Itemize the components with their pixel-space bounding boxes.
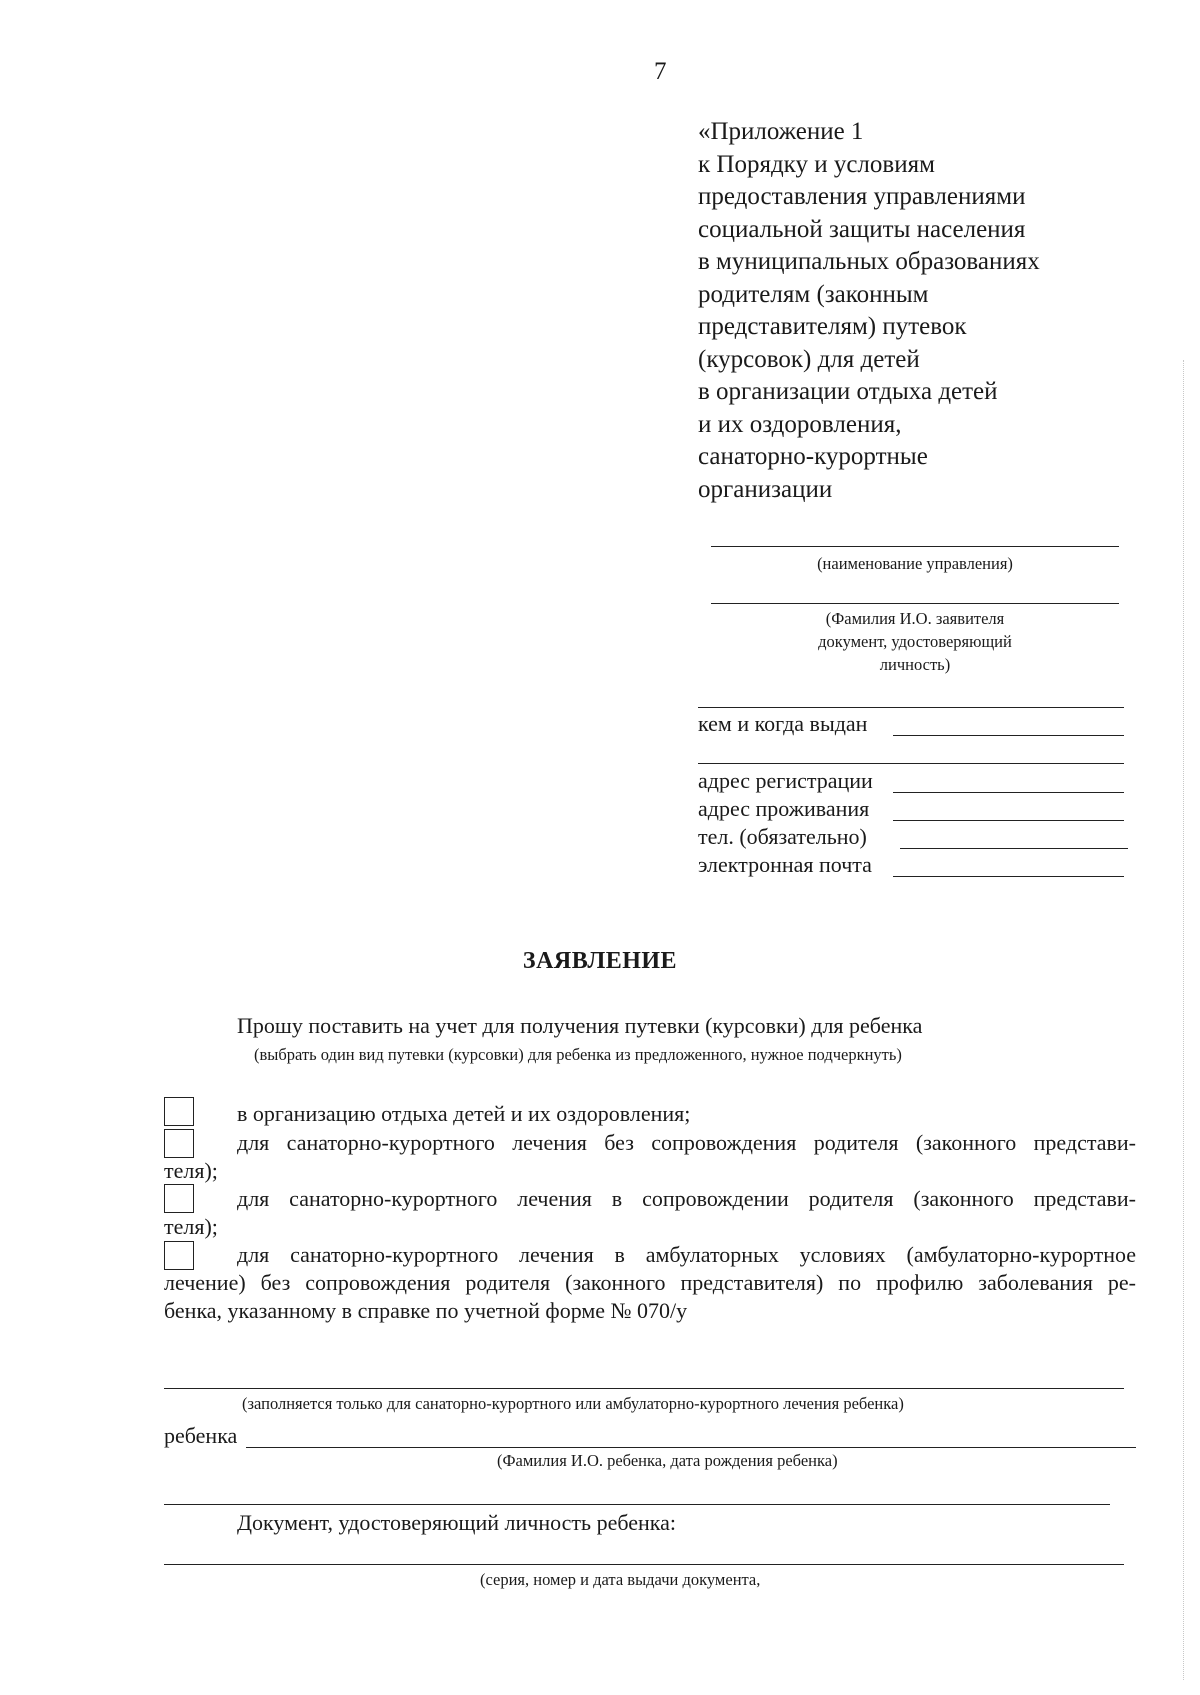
- child-document-caption: (серия, номер и дата выдачи документа,: [480, 1570, 761, 1589]
- request-hint: (выбрать один вид путевки (курсовки) для ребенка из предложенного, нужное подчеркнуть): [254, 1045, 902, 1064]
- request-text: Прошу поставить на учет для получения путевки (курсовки) для ребенка: [237, 1013, 923, 1038]
- appendix-line: «Приложение 1: [698, 118, 864, 145]
- email-line[interactable]: [893, 876, 1124, 877]
- appendix-header: [698, 116, 1040, 506]
- live-address-label: адрес проживания: [698, 796, 870, 821]
- department-caption: (наименование управления): [817, 554, 1013, 573]
- option-ambulatory-text-cont: лечение) без сопровождения родителя (законного представителя) по профилю заболевания ре-: [164, 1270, 1136, 1295]
- page-number: 7: [654, 58, 667, 85]
- option-checkbox-recreation[interactable]: [164, 1097, 194, 1126]
- child-caption: (Фамилия И.О. ребенка, дата рождения ребенка): [497, 1451, 838, 1470]
- live-address-line[interactable]: [893, 820, 1124, 821]
- appendix-line: в организации отдыха детей: [698, 378, 998, 405]
- option-sanatorium-with-parent-text-cont: теля);: [164, 1214, 218, 1239]
- child-document-line[interactable]: [164, 1564, 1124, 1565]
- appendix-line: и их оздоровления,: [698, 410, 902, 438]
- child-name-line[interactable]: [246, 1447, 1136, 1448]
- department-line[interactable]: [711, 546, 1119, 547]
- option-ambulatory-text: для санаторно-курортного лечения в амбулаторных условиях (амбулаторно-курортное: [237, 1242, 1136, 1267]
- email-label: электронная почта: [698, 852, 872, 877]
- option-sanatorium-alone-text-cont: теля);: [164, 1158, 218, 1183]
- appendix-line: социальной защиты населения: [698, 215, 1026, 243]
- child-extra-line[interactable]: [164, 1504, 1110, 1505]
- appendix-line: в муниципальных образованиях: [698, 248, 1040, 275]
- applicant-caption-1: (Фамилия И.О. заявителя: [825, 609, 1005, 628]
- applicant-caption-3: личность): [879, 655, 951, 674]
- appendix-line: (курсовок) для детей: [698, 345, 920, 373]
- issued-by-line-2[interactable]: [698, 763, 1124, 764]
- appendix-line: к Порядку и условиям: [698, 150, 935, 178]
- appendix-line: родителям (законным: [698, 280, 929, 308]
- appendix-line: санаторно-курортные: [698, 443, 928, 470]
- appendix-line: организации: [698, 475, 833, 503]
- option-checkbox-sanatorium-with-parent[interactable]: [164, 1184, 194, 1213]
- scan-edge: [1183, 360, 1184, 1680]
- sanatorium-line[interactable]: [164, 1388, 1124, 1389]
- applicant-document-line[interactable]: [698, 707, 1124, 708]
- option-sanatorium-alone-text: для санаторно-курортного лечения без сопровождения родителя (законного представи-: [237, 1130, 1136, 1155]
- option-ambulatory-text-cont-2: бенка, указанному в справке по учетной форме № 070/у: [164, 1298, 688, 1323]
- phone-label: тел. (обязательно): [698, 824, 867, 849]
- option-checkbox-ambulatory[interactable]: [164, 1241, 194, 1270]
- document-title: ЗАЯВЛЕНИЕ: [522, 948, 678, 974]
- option-checkbox-sanatorium-alone[interactable]: [164, 1129, 194, 1158]
- appendix-line: предоставления управлениями: [698, 183, 1026, 210]
- issued-by-line[interactable]: [893, 735, 1124, 736]
- child-document-label: Документ, удостоверяющий личность ребенка:: [237, 1510, 677, 1535]
- issued-by-label: кем и когда выдан: [698, 711, 868, 736]
- child-label: ребенка: [164, 1423, 238, 1448]
- option-sanatorium-with-parent-text: для санаторно-курортного лечения в сопровождении родителя (законного представи-: [237, 1186, 1136, 1211]
- sanatorium-caption: (заполняется только для санаторно-курортного или амбулаторно-курортного лечения ребенка): [242, 1394, 904, 1413]
- applicant-caption-2: документ, удостоверяющий: [818, 632, 1012, 651]
- applicant-line[interactable]: [711, 603, 1119, 604]
- phone-line[interactable]: [900, 848, 1128, 849]
- appendix-line: представителям) путевок: [698, 313, 967, 340]
- reg-address-label: адрес регистрации: [698, 768, 873, 793]
- option-recreation-text: в организацию отдыха детей и их оздоровления;: [237, 1101, 691, 1126]
- reg-address-line[interactable]: [893, 792, 1124, 793]
